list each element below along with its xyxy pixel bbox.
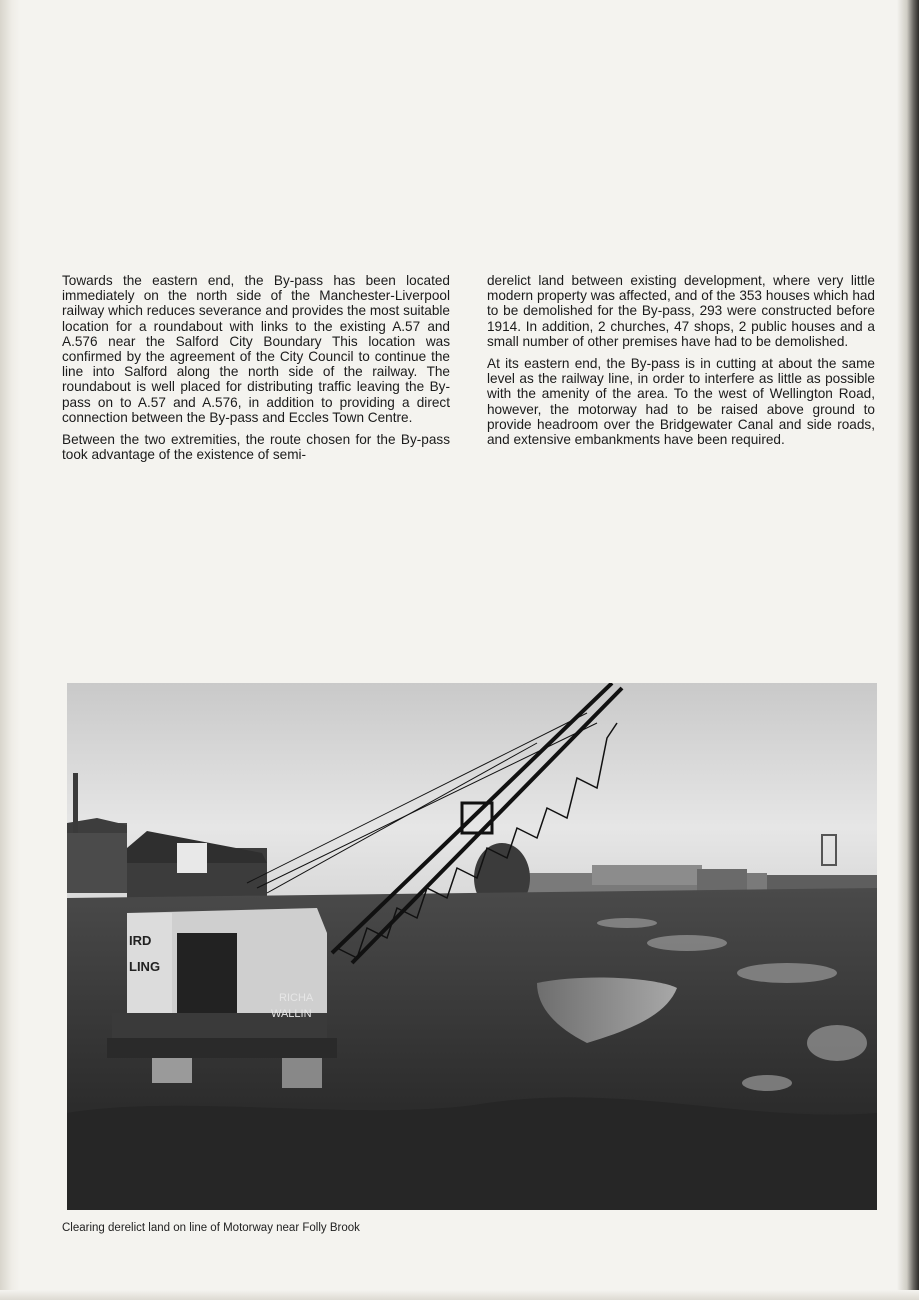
crane-lettering-bottom: WALLIN <box>271 1008 312 1020</box>
photo-illustration <box>67 683 877 1210</box>
paragraph: At its eastern end, the By-pass is in cutting at about the same level as the railway line, in order to interfere as little as possible with the amenity of the area. To the west of Wellington Road, however, the motorway had to be raised above ground to provide headroom over the Bridgewater Canal and side roads, and extensive embankments have been required. <box>487 356 875 448</box>
photo-caption: Clearing derelict land on line of Motorway near Folly Brook <box>62 1222 360 1234</box>
foreground-grass <box>67 1097 877 1210</box>
paragraph: Between the two extremities, the route chosen for the By-pass took advantage of the existence of semi- <box>62 432 450 463</box>
photograph-crane-clearing-land <box>67 683 877 1210</box>
cab-lettering-top: IRD <box>129 933 152 948</box>
page-bottom-edge <box>0 1290 919 1300</box>
text-column-right <box>487 273 875 454</box>
paragraph: derelict land between existing development, where very little modern property was affected, and of the 353 houses which had to be demolished for the By-pass, 293 were constructed before 1914. In addition, 2 churches, 47 shops, 2 public houses and a small number of other premises have had to be demolished. <box>487 273 875 349</box>
paragraph: Towards the eastern end, the By-pass has been located immediately on the north side of the Manchester-Liverpool railway which reduces severance and provides the most suitable location for a roundabout with links to the existing A.57 and A.576 near the Salford City Boundary This location was confirmed by the agreement of the City Council to continue the line into Salford along the north side of the railway. The roundabout is well placed for distributing traffic leaving the By-pass on to A.57 and A.576, in addition to providing a direct connection between the By-pass and Eccles Town Centre. <box>62 273 450 425</box>
crane-lettering-top: RICHA <box>279 992 314 1004</box>
text-column-left <box>62 273 450 469</box>
cab-lettering-bottom: LING <box>129 959 161 974</box>
page-binding-left <box>0 0 20 1300</box>
page-binding-right <box>897 0 919 1300</box>
